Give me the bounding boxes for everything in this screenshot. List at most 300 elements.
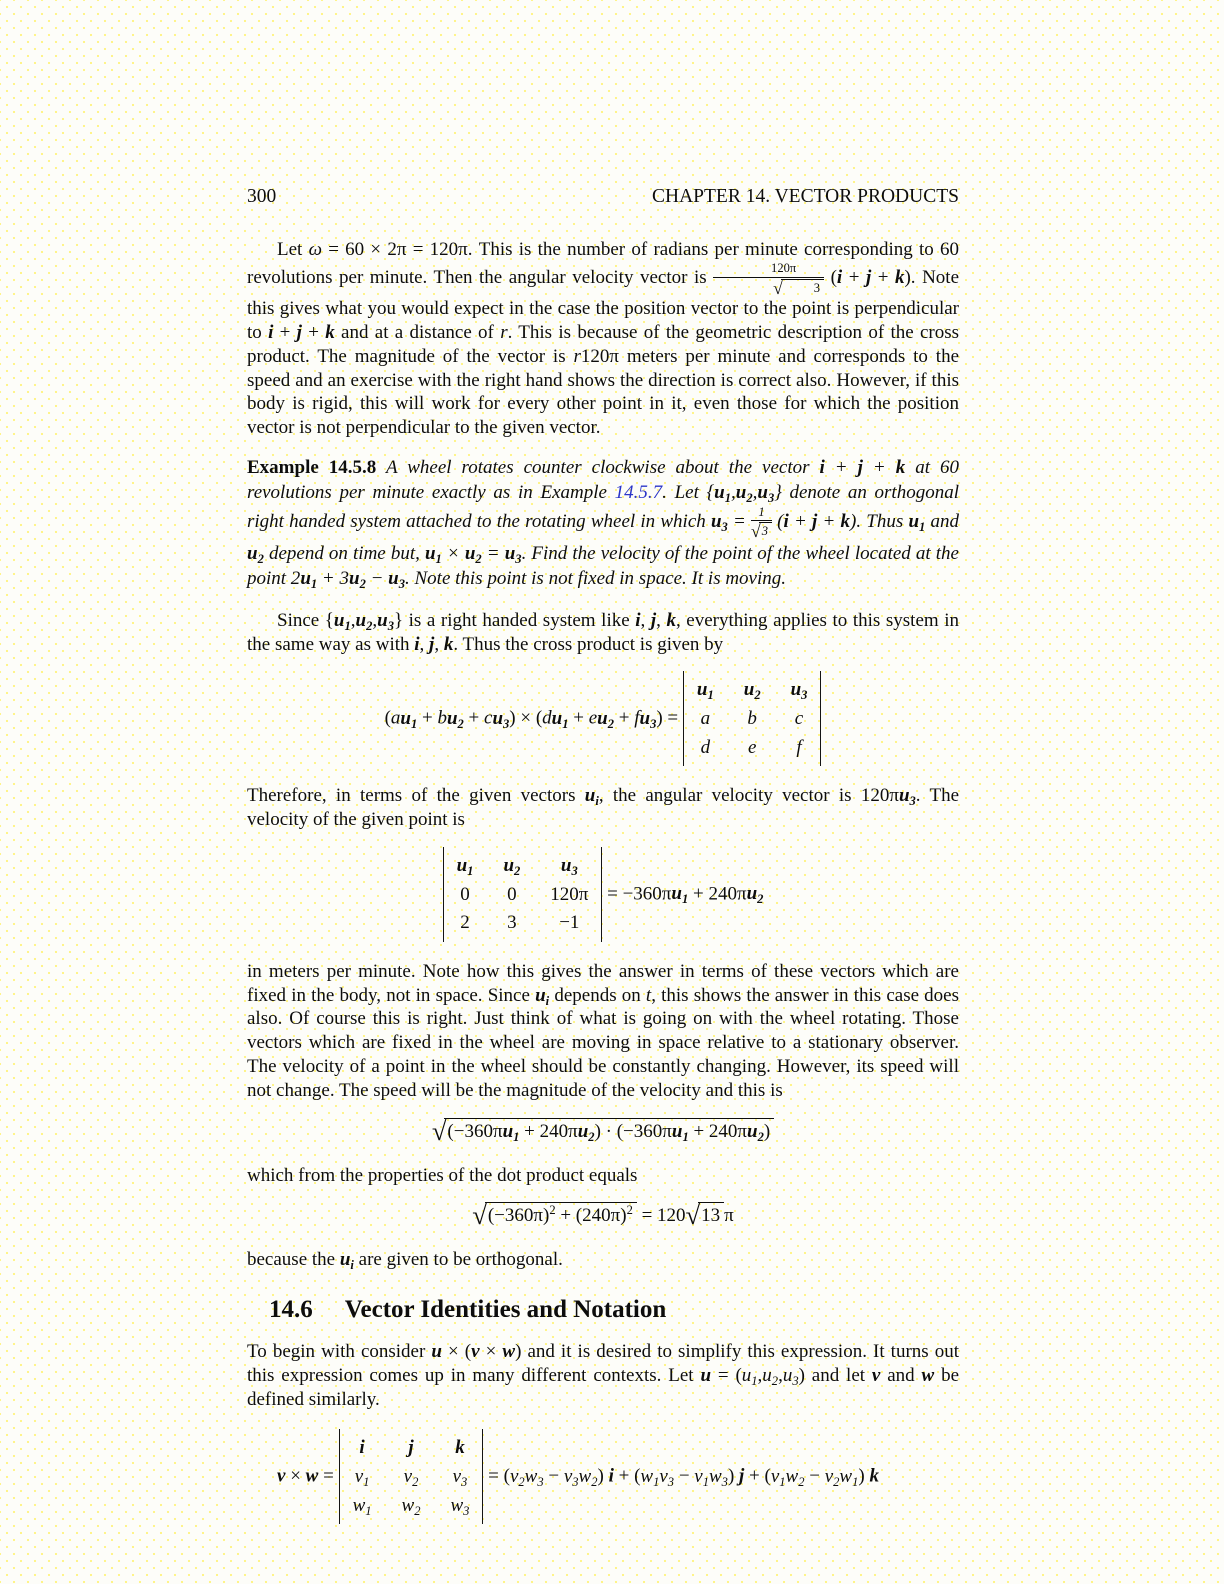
subscript: 2 [359, 577, 366, 592]
vector-run: $u_2$ [746, 883, 764, 907]
subscript: 1 [751, 1373, 758, 1388]
subscript: 1 [467, 863, 474, 878]
text-run: + [273, 322, 297, 344]
determinant-cell [457, 910, 474, 936]
subscript: 3 [463, 1503, 470, 1518]
determinant-cell [550, 910, 588, 936]
subscript: 1 [310, 577, 318, 592]
text-run: . Note this point is not fixed in space. It is moving. [405, 568, 787, 590]
sqrt-expression [751, 522, 772, 540]
text-run: ) · (−360π [594, 1120, 672, 1142]
subscript: 3 [461, 1474, 468, 1489]
math-run: e [588, 707, 598, 729]
fraction [751, 506, 772, 541]
vector-run: $u_2$ [747, 1120, 764, 1144]
radical-icon: √ [431, 1115, 447, 1146]
text-run: = 120 [636, 1205, 686, 1227]
vector-run: i [268, 322, 274, 344]
vector-run: $u_3$ [377, 609, 394, 633]
vector-run: $u_3$ [504, 542, 522, 566]
vector-run: $u_3$ [492, 707, 510, 731]
textbook-page [247, 186, 959, 1542]
text-run: depend on time but, [263, 542, 425, 564]
determinant-cell [402, 1493, 421, 1519]
vector-run: $u_1$ [400, 707, 418, 731]
subscript: 3 [537, 1474, 544, 1489]
determinant [443, 847, 603, 942]
subscript: 2 [257, 551, 264, 566]
text-run: + [614, 707, 635, 729]
vector-run: j [408, 1437, 414, 1459]
determinant-cell [550, 853, 588, 879]
fraction-denominator [751, 521, 772, 540]
text-run: = ( [483, 1465, 510, 1487]
sqrt-body [781, 279, 824, 296]
determinant-cell [503, 853, 520, 879]
text-run: ) [597, 1465, 609, 1487]
text-run: , the angular velocity vector is 120π [598, 785, 899, 807]
subscript: 1 [344, 618, 351, 633]
vector-run: $u_1$ [696, 679, 714, 703]
text-run: ). Note this gives what you would expect in the case the position vector to the point is perpendicular to [247, 267, 960, 344]
subscript: 2 [475, 551, 482, 566]
subscript: i [595, 794, 599, 809]
text-run: + [301, 322, 326, 344]
determinant-cell [402, 1435, 421, 1461]
text-run: 120π [771, 261, 797, 276]
vector-run: $u_i$ [339, 1249, 354, 1272]
vector-run: v [471, 1341, 480, 1363]
text-run: ) [763, 1120, 771, 1142]
determinant-cell [402, 1464, 421, 1490]
text-run: ). Thus [850, 510, 909, 532]
vector-run: $u_3$ [790, 679, 808, 703]
text-run: + ( [744, 1465, 771, 1487]
text-run: − [365, 568, 389, 590]
vector-run: w [305, 1465, 319, 1487]
subscript: 2 [457, 716, 464, 731]
text-run: depends on [549, 984, 646, 1006]
text-run: + [824, 457, 858, 478]
vector-run: $u_2$ [348, 568, 366, 592]
determinant-cell [353, 1493, 372, 1519]
subscript: 3 [667, 1474, 675, 1489]
text-run: 3 [761, 524, 768, 539]
subscript: 2 [757, 892, 764, 907]
vector-run: j [429, 633, 435, 655]
determinant-cell [697, 735, 714, 761]
vector-run: j [650, 609, 657, 631]
determinant-cell [503, 882, 520, 908]
equation-cross-product-determinant [247, 671, 959, 766]
subscript: 1 [681, 892, 689, 907]
vector-run: w [502, 1341, 516, 1363]
subscript: 2 [366, 618, 373, 633]
vector-run: k [894, 267, 905, 289]
subscript: 1 [779, 1474, 786, 1489]
radical-icon: √ [773, 277, 783, 298]
radical-icon: √ [472, 1200, 487, 1231]
vector-run: $u_1$ [908, 510, 926, 534]
text-run: . Thus the cross product is given by [453, 633, 724, 655]
math-run: $w_1$ [839, 1465, 859, 1489]
subscript: 3 [398, 577, 405, 592]
text-run: Therefore, in terms of the given vectors [247, 785, 585, 807]
math-run: $w_1$ [352, 1494, 372, 1518]
math-run: t [645, 984, 652, 1006]
determinant-cell [450, 1464, 469, 1490]
subscript: 3 [721, 519, 728, 534]
math-run: $w_2$ [578, 1465, 598, 1489]
text-run: and at a distance of [334, 322, 501, 344]
text-run: = [481, 542, 505, 564]
math-run: $w_3$ [708, 1465, 728, 1489]
math-run: $w_1$ [640, 1465, 660, 1489]
text-run: To begin with consider [247, 1341, 432, 1363]
text-run: + [788, 510, 812, 532]
text-run: , [640, 609, 651, 631]
determinant-cell [791, 706, 808, 732]
text-run: 120π meters per minute and corresponds to the speed and an exercise with the right hand shows the direction is correct also. However, if this body is rigid, this will work for every other point in it, even those for which the position vector is not perpendicular to the given vector. [247, 345, 960, 439]
text-run: + [842, 267, 866, 289]
sqrt-body [444, 1118, 774, 1143]
equation-velocity-determinant [247, 847, 959, 942]
text-run: ) and it is desired to simplify this expression. It turns out this expression comes up in many different contexts. Let [247, 1341, 959, 1386]
vector-run: $u_1$ [333, 609, 351, 633]
vector-run: k [869, 1465, 879, 1487]
sqrt-expression [743, 279, 824, 297]
math-run: b [437, 707, 447, 729]
math-run: c [794, 708, 804, 730]
vector-run: $u_3$ [639, 707, 657, 731]
subscript: i [545, 993, 550, 1008]
subscript: 1 [702, 1474, 709, 1489]
text-run: are given to be orthogonal. [353, 1249, 563, 1271]
vector-run: k [895, 457, 906, 478]
text-run: 0 [507, 883, 517, 905]
text-run: ) = [656, 707, 683, 729]
math-run: $w_3$ [450, 1494, 470, 1518]
math-run: $v_3$ [452, 1466, 468, 1489]
subscript: 2 [746, 491, 753, 506]
text-run: + ( [613, 1465, 641, 1487]
vector-run: $u_2$ [597, 707, 615, 731]
text-run: ) [727, 1465, 740, 1487]
subscript: 3 [650, 716, 657, 731]
text-run: × [285, 1465, 306, 1487]
vector-run: k [666, 609, 676, 631]
determinant-cell [791, 677, 808, 703]
subscript: i [350, 1258, 354, 1272]
subscript: 1 [410, 716, 418, 731]
text-run: which from the properties of the dot product equals [247, 1164, 638, 1186]
vector-run: j [865, 267, 872, 289]
vector-run: $u_3$ [388, 568, 405, 592]
sqrt-expression [686, 1202, 725, 1230]
text-run: . Let { [662, 482, 715, 504]
vector-run: $u_3$ [898, 785, 916, 809]
determinant-cell [744, 706, 761, 732]
text-run: + 3 [317, 568, 349, 590]
determinant-cell [744, 677, 761, 703]
text-run: + 240π [688, 883, 747, 905]
subscript: 3 [767, 491, 775, 506]
subscript: 2 [757, 1129, 764, 1144]
vector-run: $u_1$ [714, 482, 732, 506]
vector-run: u [700, 1364, 712, 1386]
text-run: , this shows the answer in this case does also. Of course this is right. Just think of what is going on with the wheel rotating. Those vectors which are fixed in the wheel are moving in space relative to a stationary observer. The velocity of a point in the wheel should be constantly changing. However, its speed will not change. The speed will be the magnitude of the velocity and this is [247, 984, 960, 1101]
vector-run: v [871, 1364, 881, 1386]
vector-run: i [635, 609, 641, 631]
subscript: 3 [515, 551, 522, 566]
para-in-meters-per-minute [247, 960, 959, 1103]
text-run: . This is because of the geometric description of the cross product. The magnitude of the vector is [247, 322, 960, 367]
section-title: Vector Identities and Notation [344, 1296, 667, 1324]
math-run: r [500, 322, 508, 344]
determinant-cell [457, 882, 474, 908]
chapter-header: CHAPTER 14. VECTOR PRODUCTS [651, 186, 959, 207]
text-run: Let [277, 239, 309, 261]
text-run: , [731, 482, 736, 504]
text-run: 0 [460, 883, 470, 905]
fraction [713, 262, 824, 297]
subscript: 3 [571, 863, 578, 878]
text-run: × [479, 1341, 503, 1363]
vector-run: $u_2$ [446, 707, 464, 731]
vector-run: $u_2$ [503, 854, 521, 878]
math-run: $u_1$ [741, 1364, 758, 1388]
sqrt-expression [431, 1115, 774, 1146]
math-run: e [747, 736, 757, 758]
text-run: A wheel rotates counter clockwise about the vector [376, 457, 820, 478]
radical-icon: √ [685, 1200, 701, 1231]
vector-run: i [414, 633, 420, 655]
text-run: −1 [559, 912, 580, 934]
determinant-cell [457, 853, 474, 879]
vector-run: k [455, 1437, 465, 1459]
sqrt-body [485, 1202, 637, 1227]
math-run: f [634, 707, 640, 729]
sqrt-body [698, 1202, 724, 1227]
subscript: 2 [771, 1373, 779, 1388]
page-header [247, 186, 959, 207]
page-number: 300 [247, 186, 277, 207]
math-run: $v_3$ [659, 1465, 675, 1489]
subscript: 1 [919, 519, 926, 534]
vector-run: u [431, 1341, 442, 1363]
subscript: 2 [588, 1129, 595, 1144]
vector-run: i [608, 1465, 614, 1487]
determinant-cell [353, 1464, 372, 1490]
math-run: $w_2$ [785, 1465, 805, 1489]
text-run: 1 [758, 504, 765, 519]
math-run: $w_3$ [524, 1465, 544, 1489]
determinant-cell [450, 1435, 469, 1461]
section-number: 14.6 [269, 1296, 313, 1324]
text-run: , [778, 1364, 783, 1386]
text-run: 3 [813, 280, 821, 295]
text-run: , everything applies to this system in the same way as with [247, 609, 960, 655]
text-run: ( [384, 707, 391, 729]
superscript: 2 [549, 1203, 556, 1218]
text-run: − [804, 1465, 825, 1487]
determinant-cell [550, 882, 588, 908]
text-run: } denote an orthogonal right handed system attached to the rotating wheel in which [247, 482, 959, 532]
subscript: 2 [607, 716, 615, 731]
vector-run: $u_1$ [671, 883, 689, 907]
math-run: $v_3$ [563, 1465, 579, 1489]
text-run: . The velocity of the given point is [247, 785, 960, 831]
subscript: 3 [387, 618, 394, 633]
vector-run: j [739, 1465, 745, 1487]
vector-run: i [819, 457, 825, 478]
determinant-cell [450, 1493, 469, 1519]
vector-run: $u_2$ [355, 609, 373, 633]
subscript: 1 [852, 1474, 859, 1489]
math-run: a [700, 708, 711, 730]
text-run: + [463, 707, 485, 729]
vector-run: $u_1$ [671, 1120, 689, 1144]
math-run: $v_2$ [403, 1466, 419, 1489]
vector-run: k [325, 322, 335, 344]
text-run: , [350, 609, 356, 631]
vector-run: $u_1$ [424, 542, 442, 566]
para-therefore [247, 784, 959, 832]
text-run: + [817, 510, 841, 532]
vector-run: k [443, 633, 454, 655]
math-run: $v_1$ [770, 1465, 786, 1489]
para-to-begin-with [247, 1340, 959, 1411]
subscript: 1 [435, 551, 442, 566]
text-run: ( [824, 267, 837, 289]
text-run: − [543, 1465, 564, 1487]
vector-run: v [277, 1465, 286, 1487]
subscript: 1 [513, 1129, 520, 1144]
cross-reference-link[interactable]: 14.5.7 [614, 482, 663, 504]
determinant-cell [697, 677, 714, 703]
text-run: ) [858, 1465, 870, 1487]
vector-run: i [836, 267, 843, 289]
text-run: + [568, 707, 589, 729]
bold-run: Example 14.5.8 [247, 457, 377, 478]
vector-run: $u_1$ [551, 707, 569, 731]
vector-run: $u_2$ [577, 1120, 595, 1144]
equation-speed-value [247, 1202, 959, 1230]
text-run: } is a right handed system like [393, 609, 636, 631]
text-run: and [880, 1364, 922, 1386]
text-run: = 60 × 2π = 120π. This is the number of radians per minute corresponding to 60 revolutions per minute. Then the angular velocity vector is [247, 239, 959, 289]
text-run: × ( [441, 1341, 472, 1363]
section-heading [247, 1296, 959, 1324]
subscript: 3 [721, 1474, 728, 1489]
text-run: , [419, 633, 430, 655]
math-run: d [542, 707, 552, 729]
vector-run: $u_i$ [535, 984, 550, 1008]
text-run: + 240π [519, 1120, 578, 1142]
text-run: ) × ( [509, 707, 543, 729]
subscript: 1 [562, 716, 569, 731]
subscript: 2 [591, 1474, 598, 1489]
vector-run: j [296, 322, 302, 344]
math-run: f [796, 736, 802, 758]
math-run: a [390, 707, 401, 729]
math-run: $v_2$ [509, 1465, 525, 1489]
text-run: + [862, 457, 896, 478]
math-run: $v_1$ [694, 1465, 709, 1489]
math-run: b [747, 708, 757, 730]
text-run: and [925, 510, 960, 532]
vector-run: $u_i$ [584, 785, 599, 809]
vector-run: $u_2$ [743, 679, 761, 703]
equation-speed-sqrt [247, 1115, 959, 1146]
determinant-cell [791, 735, 808, 761]
determinant [683, 671, 822, 766]
subscript: 1 [724, 491, 732, 506]
text-run: − [674, 1465, 695, 1487]
sqrt-body [759, 522, 772, 539]
vector-run: $u_1$ [300, 568, 318, 592]
math-run: $w_2$ [401, 1494, 421, 1518]
vector-run: w [921, 1364, 935, 1386]
vector-run: j [812, 510, 818, 532]
vector-run: $u_3$ [560, 854, 578, 878]
math-run: $v_2$ [824, 1465, 840, 1489]
subscript: 2 [833, 1474, 840, 1489]
sqrt-expression [472, 1202, 637, 1230]
math-run: $u_2$ [762, 1364, 779, 1388]
subscript: 2 [412, 1474, 419, 1489]
vector-run: $u_2$ [735, 482, 753, 506]
vector-run: $u_1$ [502, 1120, 520, 1144]
text-run: , [656, 609, 667, 631]
text-run: (−360π [447, 1120, 503, 1142]
text-run: = [318, 1465, 339, 1487]
subscript: 2 [514, 863, 521, 878]
math-run: ω [308, 239, 322, 261]
vector-run: k [840, 510, 851, 532]
text-run: be defined similarly. [247, 1364, 959, 1410]
radical-icon: √ [751, 521, 761, 542]
vector-run: $u_3$ [710, 510, 728, 534]
text-run: , [434, 633, 444, 655]
fraction-denominator [713, 278, 824, 297]
subscript: 3 [792, 1373, 799, 1388]
text-run: because the [247, 1249, 340, 1271]
text-run: at 60 revolutions per minute exactly as in Example [247, 457, 960, 504]
subscript: 2 [414, 1503, 421, 1518]
vector-run: $u_3$ [757, 482, 775, 506]
subscript: 2 [754, 688, 761, 703]
math-run: r [573, 345, 581, 367]
text-run: in meters per minute. Note how this gives the answer in terms of these vectors which are fixed in the body, not in space. Since [247, 960, 959, 1006]
example-14-5-8 [247, 455, 959, 592]
text-run: ( [771, 510, 784, 532]
determinant [339, 1429, 484, 1524]
vector-run: $u_2$ [464, 542, 482, 566]
vector-run: $u_2$ [247, 542, 264, 566]
determinant-cell [744, 735, 761, 761]
subscript: 1 [682, 1129, 689, 1144]
superscript: 2 [626, 1203, 633, 1218]
text-run: × [441, 542, 465, 564]
text-run: 2 [460, 912, 470, 934]
vector-run: j [857, 457, 863, 478]
text-run: ) and let [798, 1364, 872, 1386]
subscript: 1 [363, 1474, 370, 1489]
math-run: d [700, 736, 711, 758]
subscript: 1 [365, 1503, 372, 1518]
subscript: 3 [801, 688, 808, 703]
